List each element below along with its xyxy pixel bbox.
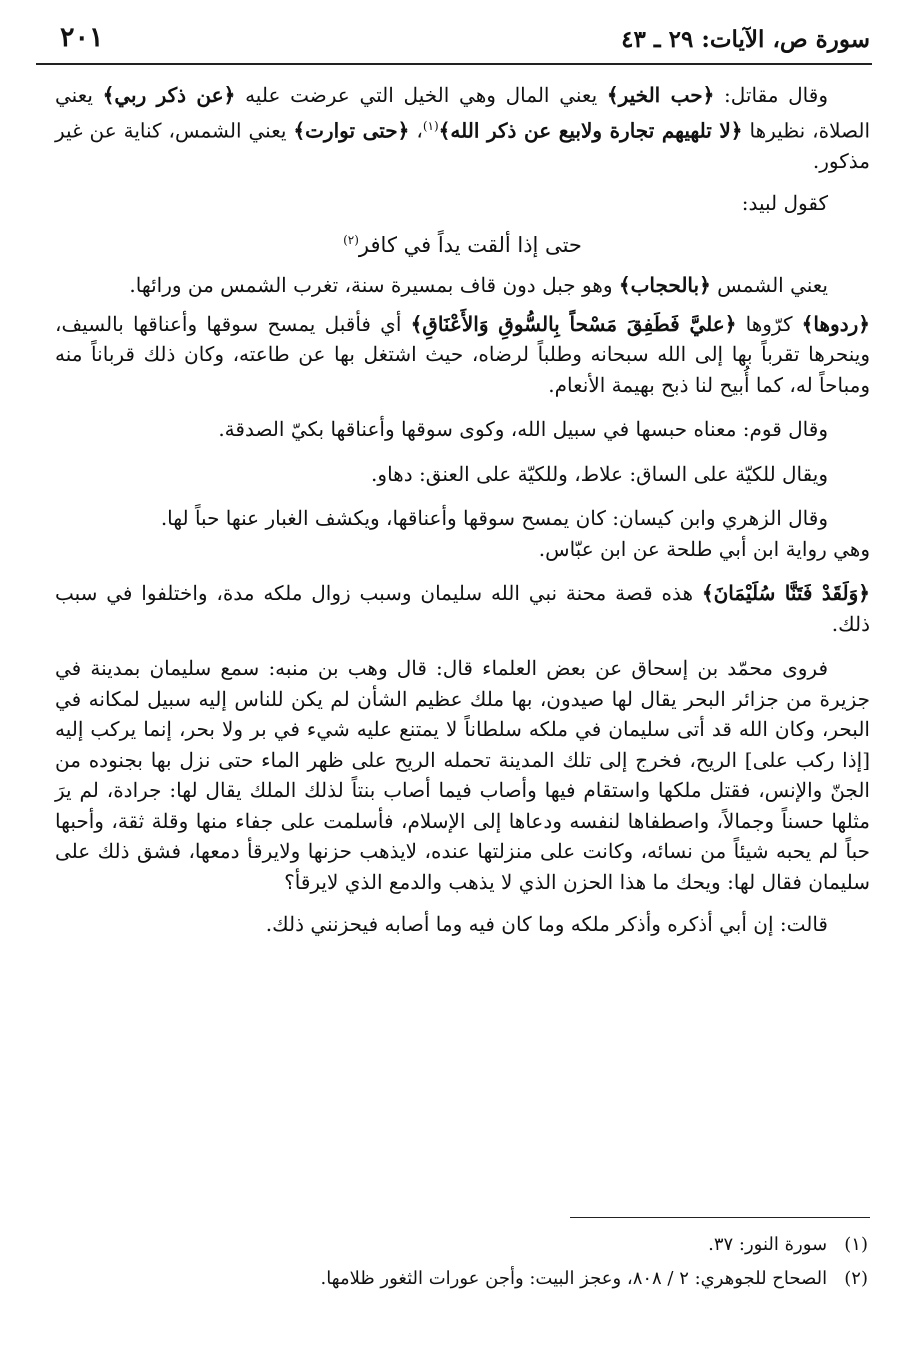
footnote-number: (٢)	[844, 1268, 868, 1289]
footnote-ref: (١)	[422, 118, 439, 133]
footnote-text: سورة النور: ٣٧.	[708, 1234, 828, 1255]
text-run: هذه قصة محنة نبي الله سليمان وسبب زوال ملكه مدة، واختلفوا في سبب ذلك.	[55, 581, 870, 636]
header-rule	[36, 63, 872, 65]
quran-quote: ﴿وَلَقَدْ فَتَنَّا سُلَيْمَانَ﴾	[701, 581, 870, 606]
quran-quote: ﴿عن ذكر ربي﴾	[102, 83, 236, 107]
footnote-item	[40, 1228, 868, 1262]
paragraph-story: فروى محمّد بن إسحاق عن بعض العلماء قال: قال وهب بن منبه: سمع سليمان بمدينة في جزيرة من جزائر البحر يقال لها صيدون، بها ملك عظيم الشأن لم يكن للناس إليه سبيل لمكانه في البحر، وكان الله قد أتى سليمان في ملكه سلطاناً لا يمتنع عليه شيء في بر ولا بحر، إنما يركب إليه [إذا ركب على] الريح، فخرج إلى تلك المدينة تحمله الريح على ظهر الماء حتى نزل بها بجنوده من الجنّ والإنس، فقتل ملكها واستقام فيها وأصاب فيما أصاب بنتاً لذلك الملك يقال لها: جرادة، لم يرَ مثلها حسناً وجمالاً، واصطفاها لنفسه ودعاها إلى الإسلام، فأسلمت على جفاء منها وقلة ثقة، وأحبها حباً لم يحبه شيئاً من نسائه، وكانت على منزلتها عنده، لايذهب حزنها ولايرقأ دمعها، فشق ذلك على سليمان فقال لها: ويحك ما هذا الحزن الذي لا يذهب والدمع الذي لايرقأ؟	[55, 656, 870, 894]
text-run: ،	[409, 118, 423, 143]
text-run: يعني الصلاة، نظيرها	[55, 83, 871, 143]
quran-quote: ﴿عليَّ فَطَفِقَ مَسْحاً بِالسُّوقِ وَالأَعْنَاقِ﴾	[410, 311, 737, 336]
quran-quote: ﴿لا تلهيهم تجارة ولابيع عن ذكر الله﴾	[438, 118, 743, 143]
text-run: يعني الشمس، كناية عن غير مذكور.	[55, 118, 870, 173]
footnote-text: الصحاح للجوهري: ٢ / ٨٠٨، وعجز البيت: وأجن عورات الثغور ظلامها.	[320, 1268, 828, 1289]
paragraph-kayya: ويقال للكيّة على الساق: علاط، وللكيّة على العنق: دهاو.	[371, 461, 828, 486]
text-run: وهو جبل دون قاف بمسيرة سنة، تغرب الشمس من ورائها.	[129, 273, 619, 298]
paragraph-zuhri: وقال الزهري وابن كيسان: كان يمسح سوقها وأعناقها، ويكشف الغبار عنها حباً لها.	[160, 506, 828, 531]
poetry-verse	[55, 225, 870, 261]
quran-quote: ﴿حتى توارت﴾	[293, 118, 410, 143]
paragraph-sulayman	[55, 578, 870, 639]
footnotes	[40, 1228, 868, 1296]
text-run: يعني المال وهي الخيل التي عرضت عليه	[235, 83, 607, 107]
footnote-rule	[570, 1217, 870, 1218]
quran-quote: ﴿ردوها﴾	[801, 311, 870, 336]
paragraph-qawm: وقال قوم: معناه حبسها في سبيل الله، وكوى سوقها وأعناقها بكيّ الصدقة.	[218, 417, 828, 442]
page-header	[40, 22, 870, 58]
surah-title: سورة ص، الآيات: ٢٩ ـ ٤٣	[621, 26, 870, 53]
paragraph-hijab	[55, 270, 870, 301]
page-body	[55, 80, 870, 940]
paragraph-ruddooha	[55, 309, 870, 401]
paragraph-muqatil	[55, 80, 870, 176]
quran-quote: ﴿بالحجاب﴾	[618, 273, 711, 298]
paragraph-riwaya: وهي رواية ابن أبي طلحة عن ابن عبّاس.	[538, 536, 870, 561]
text-run: كرّوها	[736, 311, 802, 336]
footnote-item	[40, 1262, 868, 1296]
text-run: يعني الشمس	[710, 273, 828, 298]
page-number: ٢٠١	[60, 22, 104, 53]
verse-text: حتى إذا ألقت يداً في كافر	[358, 232, 582, 257]
text-run: وقال مقاتل:	[714, 83, 828, 107]
footnote-ref: (٢)	[343, 232, 359, 247]
footnote-number: (١)	[844, 1234, 868, 1255]
quran-quote: ﴿حب الخير﴾	[606, 83, 715, 107]
text-run: أي فأقبل يمسح سوقها وأعناقها بالسيف، وينحرها تقرباً بها إلى الله سبحانه وطلباً لرضاه، حيث اشتغل بها عن طاعته، وكان ذلك قرباناً منه ومباحاً له، كما أُبيح لنا ذبح بهيمة الأنعام.	[55, 311, 870, 397]
paragraph-labid: كقول لبيد:	[741, 191, 828, 216]
paragraph-qalat: قالت: إن أبي أذكره وأذكر ملكه وما كان فيه وما أصابه فيحزنني ذلك.	[265, 912, 828, 937]
